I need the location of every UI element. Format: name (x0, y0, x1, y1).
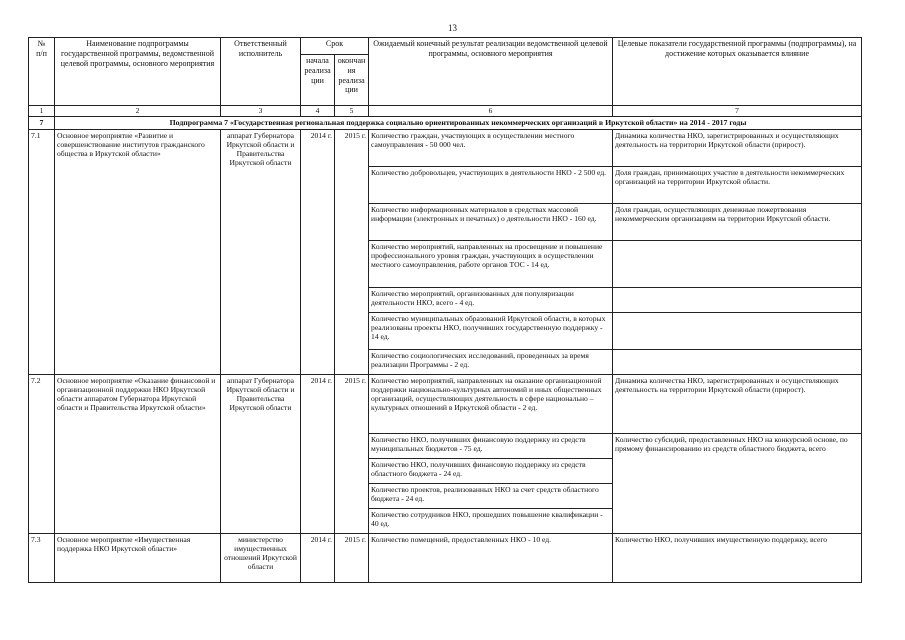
item-start: 2014 г. (301, 374, 335, 533)
column-number: 7 (613, 106, 862, 117)
item-result: Количество помещений, предоставленных НКО - 10 ед. (369, 533, 613, 582)
item-target: Динамика количества НКО, зарегистрированных и осуществляющих деятельность на территории Иркутской области (прирост). (613, 374, 862, 433)
item-result: Количество НКО, получивших финансовую поддержку из средств муниципальных бюджетов - 75 ед. (369, 433, 613, 458)
item-num: 7.3 (29, 533, 55, 582)
table-row (29, 129, 862, 166)
item-end: 2015 г. (335, 129, 369, 374)
item-result: Количество НКО, получивших финансовую поддержку из средств областного бюджета - 24 ед. (369, 458, 613, 483)
item-target: Количество НКО, получивших имущественную поддержку, всего (613, 533, 862, 582)
item-responsible: аппарат Губернатора Иркутской области и Правительства Иркутской области (221, 374, 301, 533)
column-number: 3 (221, 106, 301, 117)
item-start: 2014 г. (301, 533, 335, 582)
item-target: Доля граждан, принимающих участие в деятельности некоммерческих организаций на территории Иркутской области. (613, 166, 862, 203)
item-num: 7.1 (29, 129, 55, 374)
item-start: 2014 г. (301, 129, 335, 374)
column-numbers-row (29, 106, 862, 117)
item-target: Количество субсидий, предоставленных НКО на конкурсной основе, по прямому финансированию из средств областного бюджета, всего (613, 433, 862, 533)
item-target: Доля граждан, осуществляющих денежные пожертвования некоммерческим организациям на территории Иркутской области. (613, 203, 862, 240)
header-start: начала реализа ции (301, 55, 335, 106)
item-result: Количество мероприятий, направленных на просвещение и повышение профессионального уровня граждан, участвующих в осуществлении местного самоуправления, работе органов ТОС - 14 ед. (369, 240, 613, 287)
header-term: Срок (301, 38, 369, 55)
header-responsible: Ответственный исполнитель (221, 38, 301, 106)
item-end: 2015 г. (335, 533, 369, 582)
item-target (613, 312, 862, 349)
page-number: 13 (448, 23, 457, 33)
item-responsible: аппарат Губернатора Иркутской области и Правительства Иркутской области (221, 129, 301, 374)
item-end: 2015 г. (335, 374, 369, 533)
item-name: Основное мероприятие «Имущественная поддержка НКО Иркутской области» (55, 533, 221, 582)
header-name: Наименование подпрограммы государственной программы, ведомственной целевой программы, основного мероприятия (55, 38, 221, 106)
column-number: 6 (369, 106, 613, 117)
item-result: Количество мероприятий, направленных на оказание организационной поддержки национально-культурных автономий и иных общественных организаций, осуществляющих деятельность в сфере национально – культурных отношений в Иркутской области - 2 ед. (369, 374, 613, 433)
item-responsible: министерство имущественных отношений Иркутской области (221, 533, 301, 582)
item-target (613, 349, 862, 374)
header-num: № п/п (29, 38, 55, 106)
item-name: Основное мероприятие «Оказание финансовой и организационной поддержки НКО Иркутской области аппаратом Губернатора Иркутской области и Правительства Иркутской области» (55, 374, 221, 533)
item-result: Количество социологических исследований, проведенных за время реализации Программы - 2 ед. (369, 349, 613, 374)
subprogram-title: Подпрограмма 7 «Государственная региональная поддержка социально ориентированных некоммерческих организаций в Иркутской области» на 2014 - 2017 годы (55, 117, 862, 130)
item-result: Количество добровольцев, участвующих в деятельности НКО - 2 500 ед. (369, 166, 613, 203)
table-row (29, 533, 862, 582)
item-num: 7.2 (29, 374, 55, 533)
item-result: Количество информационных материалов в средствах массовой информации (электронных и печатных) о деятельности НКО - 160 ед. (369, 203, 613, 240)
header-row (29, 38, 862, 55)
column-number: 5 (335, 106, 369, 117)
item-target: Динамика количества НКО, зарегистрированных и осуществляющих деятельность на территории Иркутской области (прирост). (613, 129, 862, 166)
subprogram-row (29, 117, 862, 130)
item-result: Количество граждан, участвующих в осуществлении местного самоуправления - 50 000 чел. (369, 129, 613, 166)
item-result: Количество сотрудников НКО, прошедших повышение квалификации - 40 ед. (369, 508, 613, 533)
table-row (29, 374, 862, 433)
item-target (613, 240, 862, 287)
header-result: Ожидаемый конечный результат реализации ведомственной целевой программы, основного мероприятия (369, 38, 613, 106)
program-table (28, 37, 862, 583)
column-number: 4 (301, 106, 335, 117)
column-number: 2 (55, 106, 221, 117)
item-result: Количество мероприятий, организованных для популяризации деятельности НКО, всего - 4 ед. (369, 287, 613, 312)
subprogram-num: 7 (29, 117, 55, 130)
item-result: Количество муниципальных образований Иркутской области, в которых реализованы проекты НКО, получивших государственную поддержку - 14 ед. (369, 312, 613, 349)
item-target (613, 287, 862, 312)
item-result: Количество проектов, реализованных НКО за счет средств областного бюджета - 24 ед. (369, 483, 613, 508)
header-end: окончан ия реализа ции (335, 55, 369, 106)
header-targets: Целевые показатели государственной программы (подпрограммы), на достижение которых оказывается влияние (613, 38, 862, 106)
column-number: 1 (29, 106, 55, 117)
item-name: Основное мероприятие «Развитие и совершенствование институтов гражданского общества в Иркутской области» (55, 129, 221, 374)
